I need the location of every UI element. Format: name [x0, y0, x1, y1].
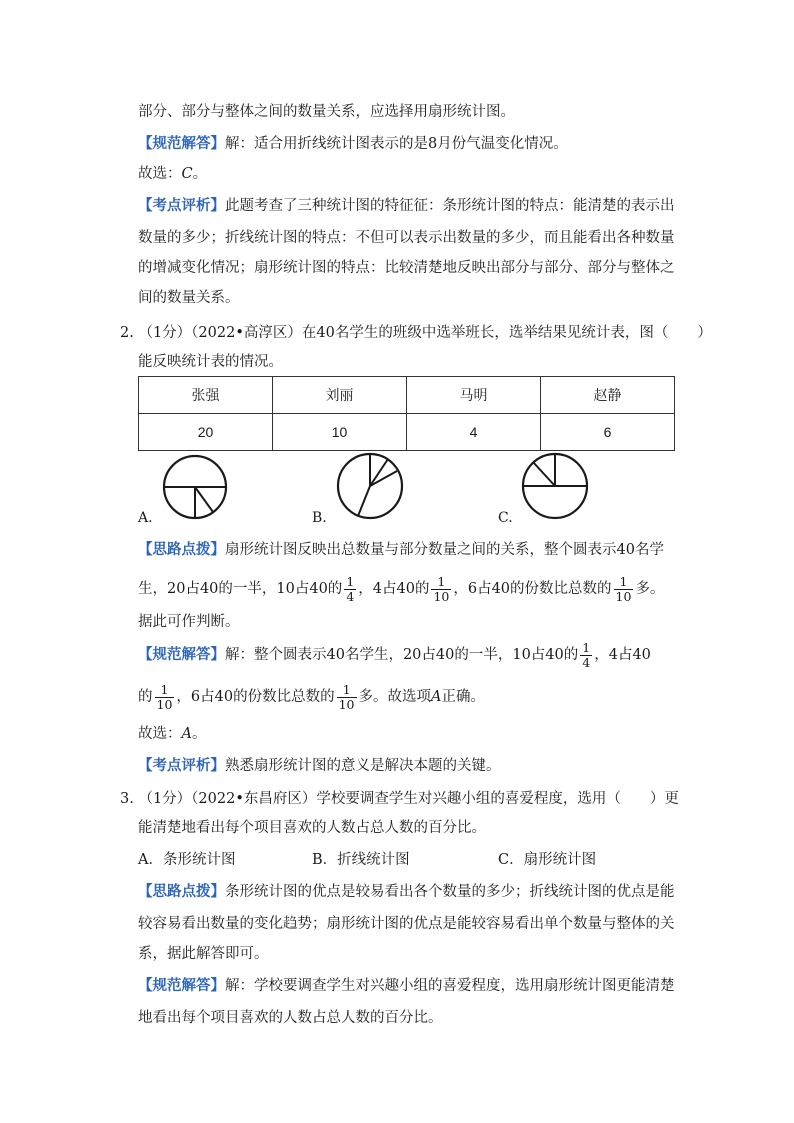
- pie-divider: [533, 462, 555, 486]
- fraction-denominator: 4: [346, 588, 355, 604]
- review-text: 熟悉扇形统计图的意义是解决本题的关键。: [225, 758, 501, 774]
- question-stem: [120, 789, 680, 809]
- fraction-numerator: 1: [155, 683, 175, 698]
- fraction: [614, 575, 634, 604]
- fraction-denominator: 10: [156, 696, 173, 712]
- text-run: 的: [138, 689, 153, 705]
- table-cell: 20: [139, 414, 273, 451]
- text-run: 解：整个圆表示40名学生，20占40的一半，10占40的: [225, 647, 579, 663]
- fraction: [337, 683, 357, 712]
- text-line: 地看出每个项目喜欢的人数占总人数的百分比。: [138, 1010, 443, 1026]
- table-header-cell: 赵静: [541, 377, 675, 414]
- text-run: ，6占40的份数比总数的: [176, 689, 335, 705]
- text-line: 能反映统计表的情况。: [138, 354, 283, 370]
- idea-text: 条形统计图的优点是较易看出各个数量的多少；折线统计图的优点是能: [225, 884, 675, 900]
- fraction: [155, 683, 175, 712]
- section-tag: 【考点评析】: [138, 197, 225, 214]
- table-cell: 10: [273, 414, 407, 451]
- option-label: A.: [138, 510, 153, 526]
- choice-letter: C: [181, 166, 193, 182]
- text-line: 部分、部分与整体之间的数量关系，应选择用扇形统计图。: [138, 104, 515, 120]
- text-line: 据此可作判断。: [138, 614, 240, 630]
- text-line: [138, 164, 698, 184]
- question-number: 3.: [120, 791, 134, 807]
- fraction: [431, 575, 451, 604]
- question-number: 2.: [120, 325, 134, 341]
- text-line: [138, 724, 698, 744]
- text-line: [138, 756, 698, 776]
- text-run: ，6占40的份数比总数的: [453, 581, 612, 597]
- text-line: 数量的多少；折线统计图的特点：不但可以表示出数量的多少，而且能看出各种数量: [138, 230, 675, 246]
- text-line: [138, 540, 698, 560]
- table-cell: 4: [407, 414, 541, 451]
- option-label: C.: [498, 510, 513, 526]
- answer-text: 解：适合用折线统计图表示的是8月份气温变化情况。: [225, 136, 568, 152]
- choice-suffix: 。: [192, 166, 208, 182]
- fraction: [344, 575, 356, 604]
- answer-text: 解：学校要调查学生对兴趣小组的喜爱程度，选用扇形统计图更能清楚: [225, 978, 675, 994]
- section-tag: 【规范解答】: [138, 135, 225, 152]
- pie-option-a[interactable]: [162, 454, 228, 520]
- review-text: 此题考查了三种统计图的特征征：条形统计图的特点：能清楚的表示出: [225, 198, 675, 214]
- option-label: B.: [312, 510, 327, 526]
- section-tag: 【规范解答】: [138, 646, 225, 663]
- fraction-numerator: 1: [582, 639, 591, 655]
- table-header-row: [139, 377, 675, 414]
- text-run: 多。故选项: [358, 689, 431, 705]
- table-row: [139, 414, 675, 451]
- text-line: 的增减变化情况；扇形统计图的特点：比较清楚地反映出部分与部分、部分与整体之: [138, 260, 675, 276]
- section-tag: 【思路点拨】: [138, 883, 225, 900]
- fraction-denominator: 10: [433, 588, 450, 604]
- fraction-denominator: 10: [615, 588, 632, 604]
- choice-letter: A: [431, 689, 442, 705]
- stat-table: [138, 376, 675, 451]
- fraction-numerator: 1: [337, 683, 357, 698]
- fraction: [580, 641, 592, 670]
- table-header-cell: 刘丽: [273, 377, 407, 414]
- text-line: 能清楚地看出每个项目喜欢的人数占总人数的百分比。: [138, 820, 486, 836]
- pie-option-b[interactable]: [336, 452, 404, 520]
- fraction-numerator: 1: [431, 575, 451, 590]
- text-run: ，4占40的: [358, 581, 430, 597]
- table-cell: 6: [541, 414, 675, 451]
- text-line: [138, 882, 698, 902]
- text-line: [138, 134, 698, 154]
- question-stem: [120, 323, 712, 343]
- section-tag: 【考点评析】: [138, 757, 225, 774]
- text-run: ，4占40: [594, 647, 651, 663]
- question-text: （1分）（2022•高淳区）在40名学生的班级中选举班长，选举结果见统计表，图（ ）: [138, 325, 712, 341]
- fraction-denominator: 4: [582, 654, 591, 670]
- pie-divider: [195, 487, 213, 512]
- option-b[interactable]: B．折线统计图: [312, 852, 410, 868]
- text-line: [138, 196, 698, 216]
- text-line: [138, 976, 698, 996]
- table-header-cell: 张强: [139, 377, 273, 414]
- fraction-numerator: 1: [614, 575, 634, 590]
- pie-option-c[interactable]: [521, 452, 589, 520]
- text-line: 间的数量关系。: [138, 290, 240, 306]
- choice-letter: A: [181, 726, 192, 742]
- text-run: 多。: [635, 581, 665, 597]
- fraction-numerator: 1: [346, 573, 355, 589]
- text-line: 较容易看出数量的变化趋势；扇形统计图的优点是能较容易看出单个数量与整体的关: [138, 916, 675, 932]
- question-text: （1分）（2022•东昌府区）学校要调查学生对兴趣小组的喜爱程度，选用（ ）更: [138, 791, 679, 807]
- text-line: [138, 638, 698, 672]
- text-line: 系，据此解答即可。: [138, 946, 269, 962]
- table-header-cell: 马明: [407, 377, 541, 414]
- option-a[interactable]: A．条形统计图: [138, 852, 236, 868]
- pie-divider: [358, 486, 370, 516]
- option-c[interactable]: C．扇形统计图: [498, 852, 597, 868]
- section-tag: 【规范解答】: [138, 977, 225, 994]
- choice-prefix: 故选：: [138, 166, 182, 182]
- text-run: 正确。: [441, 689, 485, 705]
- choice-suffix: 。: [191, 726, 207, 742]
- idea-text: 扇形统计图反映出总数量与部分数量之间的关系，整个圆表示40名学: [225, 542, 664, 558]
- choice-prefix: 故选：: [138, 726, 182, 742]
- section-tag: 【思路点拨】: [138, 541, 225, 558]
- text-line: [138, 680, 698, 714]
- text-run: 生，20占40的一半，10占40的: [138, 581, 343, 597]
- text-line: [138, 572, 698, 606]
- fraction-denominator: 10: [338, 696, 355, 712]
